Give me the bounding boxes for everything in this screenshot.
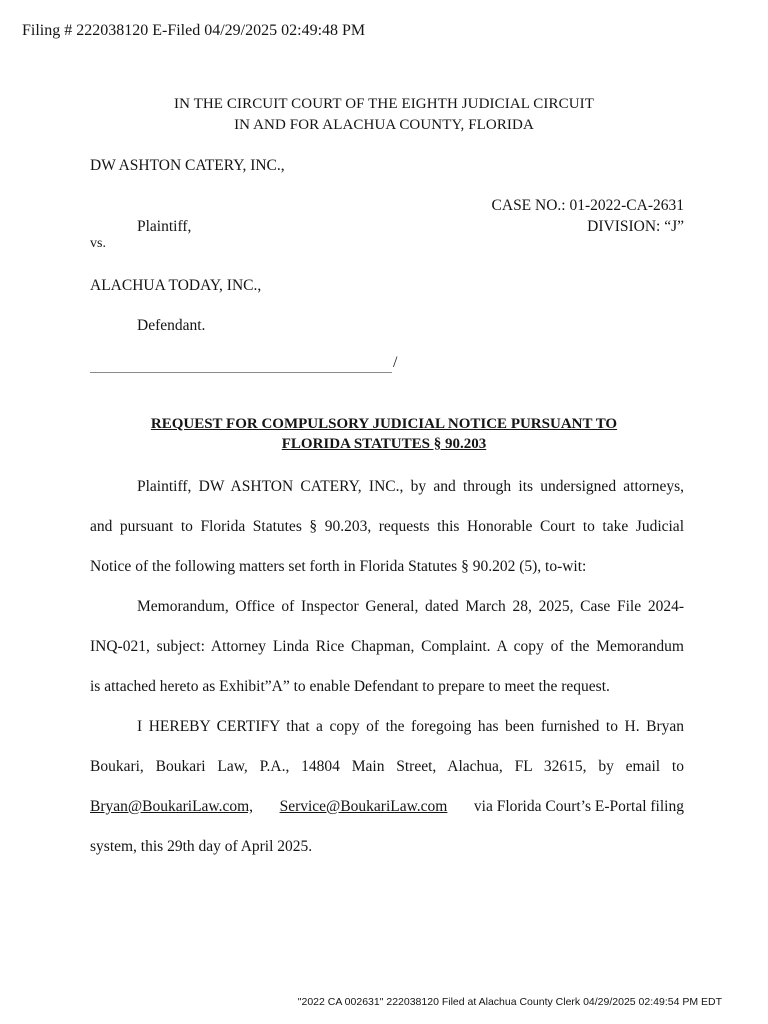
plaintiff-role: Plaintiff, bbox=[137, 218, 192, 235]
court-name-line2: IN AND FOR ALACHUA COUNTY, FLORIDA bbox=[234, 117, 534, 133]
clerk-filing-stamp: "2022 CA 002631" 222038120 Filed at Alachua County Clerk 04/29/2025 02:49:54 PM EDT bbox=[297, 996, 722, 1008]
paragraph-3-line-3 bbox=[90, 787, 684, 827]
paragraph-2-line-3: is attached hereto as Exhibit”A” to enable Defendant to prepare to meet the request. bbox=[90, 678, 610, 695]
plaintiff-name: DW ASHTON CATERY, INC., bbox=[90, 157, 285, 174]
paragraph-3-line-4: system, this 29th day of April 2025. bbox=[90, 838, 313, 855]
paragraph-1-line-1: Plaintiff, DW ASHTON CATERY, INC., by and through its undersigned attorneys, bbox=[137, 478, 684, 495]
division: DIVISION: “J” bbox=[587, 218, 684, 235]
caption-divider-line bbox=[90, 371, 392, 373]
email-link-bryan[interactable]: Bryan@BoukariLaw.com, bbox=[90, 798, 254, 815]
filing-header: Filing # 222038120 E-Filed 04/29/2025 02:49:48 PM bbox=[22, 22, 366, 39]
caption-slash: / bbox=[393, 354, 398, 371]
case-number: CASE NO.: 01-2022-CA-2631 bbox=[491, 197, 684, 214]
document-title-line1: REQUEST FOR COMPULSORY JUDICIAL NOTICE PURSUANT TO bbox=[150, 416, 618, 432]
email-link-service[interactable]: Service@BoukariLaw.com bbox=[279, 798, 448, 815]
defendant-name: ALACHUA TODAY, INC., bbox=[90, 277, 262, 294]
paragraph-3-line-1: I HEREBY CERTIFY that a copy of the foregoing has been furnished to H. Bryan bbox=[137, 718, 684, 735]
paragraph-3-line-2: Boukari, Boukari Law, P.A., 14804 Main Street, Alachua, FL 32615, by email to bbox=[90, 758, 684, 775]
paragraph-1-line-2: and pursuant to Florida Statutes § 90.203, requests this Honorable Court to take Judicial bbox=[90, 518, 684, 535]
document-title-line2: FLORIDA STATUTES § 90.203 bbox=[281, 436, 487, 452]
versus: vs. bbox=[90, 236, 106, 251]
paragraph-3-line-3-text: via Florida Court’s E-Portal filing bbox=[473, 798, 684, 815]
paragraph-2-line-1: Memorandum, Office of Inspector General, dated March 28, 2025, Case File 2024- bbox=[137, 598, 684, 615]
defendant-role: Defendant. bbox=[137, 317, 206, 334]
paragraph-1-line-3: Notice of the following matters set forth in Florida Statutes § 90.202 (5), to-wit: bbox=[90, 558, 587, 575]
court-name-line1: IN THE CIRCUIT COURT OF THE EIGHTH JUDICIAL CIRCUIT bbox=[173, 96, 595, 112]
paragraph-2-line-2: INQ-021, subject: Attorney Linda Rice Chapman, Complaint. A copy of the Memorandum bbox=[90, 638, 684, 655]
